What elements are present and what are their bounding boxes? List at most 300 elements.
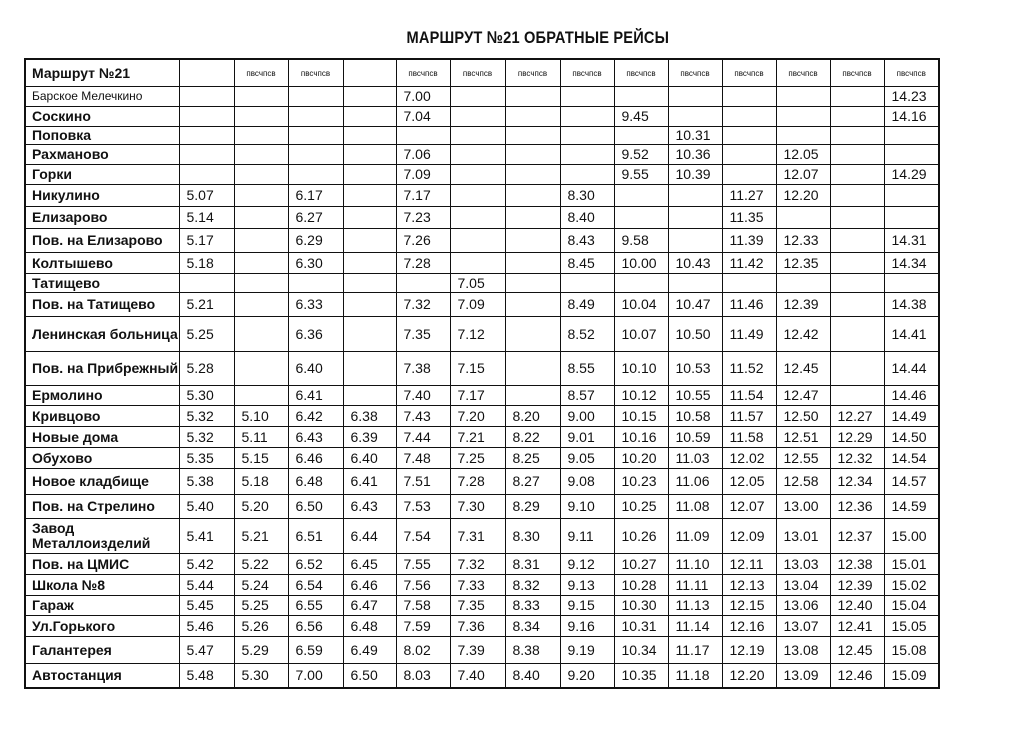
days-of-week-cell: пвсчпсв bbox=[776, 59, 830, 87]
stop-name: Барское Мелечкино bbox=[25, 87, 179, 107]
departure-time: 10.53 bbox=[668, 352, 722, 386]
departure-time: 12.20 bbox=[722, 664, 776, 688]
departure-time: 12.15 bbox=[722, 596, 776, 616]
departure-time: 7.09 bbox=[450, 293, 505, 317]
departure-time: 6.38 bbox=[343, 406, 396, 427]
departure-time bbox=[505, 293, 560, 317]
departure-time: 5.32 bbox=[179, 406, 234, 427]
departure-time bbox=[234, 352, 288, 386]
departure-time: 15.00 bbox=[884, 519, 939, 554]
departure-time: 10.36 bbox=[668, 145, 722, 165]
departure-time: 5.20 bbox=[234, 495, 288, 519]
departure-time: 13.06 bbox=[776, 596, 830, 616]
departure-time: 14.59 bbox=[884, 495, 939, 519]
departure-time: 12.05 bbox=[776, 145, 830, 165]
departure-time bbox=[343, 165, 396, 185]
departure-time: 10.25 bbox=[614, 495, 668, 519]
table-row bbox=[25, 185, 939, 207]
departure-time: 12.35 bbox=[776, 253, 830, 274]
table-row bbox=[25, 406, 939, 427]
departure-time: 9.13 bbox=[560, 575, 614, 596]
departure-time: 12.05 bbox=[722, 469, 776, 495]
stop-name: Новое кладбище bbox=[25, 469, 179, 495]
departure-time bbox=[234, 386, 288, 406]
departure-time bbox=[830, 274, 884, 293]
stop-name: Пов. на Татищево bbox=[25, 293, 179, 317]
stop-name: Новые дома bbox=[25, 427, 179, 448]
table-row bbox=[25, 519, 939, 554]
departure-time bbox=[722, 87, 776, 107]
departure-time: 12.55 bbox=[776, 448, 830, 469]
departure-time: 6.59 bbox=[288, 637, 343, 664]
departure-time: 5.40 bbox=[179, 495, 234, 519]
departure-time bbox=[884, 185, 939, 207]
departure-time: 7.21 bbox=[450, 427, 505, 448]
departure-time: 5.15 bbox=[234, 448, 288, 469]
departure-time: 11.42 bbox=[722, 253, 776, 274]
departure-time bbox=[830, 229, 884, 253]
departure-time bbox=[884, 145, 939, 165]
departure-time: 14.16 bbox=[884, 107, 939, 127]
departure-time: 11.27 bbox=[722, 185, 776, 207]
days-of-week-cell: пвсчпсв bbox=[668, 59, 722, 87]
departure-time: 12.07 bbox=[776, 165, 830, 185]
departure-time: 5.24 bbox=[234, 575, 288, 596]
table-row bbox=[25, 87, 939, 107]
days-of-week-cell: пвсчпсв bbox=[614, 59, 668, 87]
departure-time: 6.51 bbox=[288, 519, 343, 554]
departure-time: 10.15 bbox=[614, 406, 668, 427]
stop-name: Ермолино bbox=[25, 386, 179, 406]
departure-time: 6.36 bbox=[288, 317, 343, 352]
departure-time: 12.13 bbox=[722, 575, 776, 596]
table-row bbox=[25, 427, 939, 448]
departure-time: 5.07 bbox=[179, 185, 234, 207]
departure-time: 7.04 bbox=[396, 107, 450, 127]
departure-time bbox=[505, 87, 560, 107]
departure-time: 8.55 bbox=[560, 352, 614, 386]
departure-time: 5.10 bbox=[234, 406, 288, 427]
departure-time: 7.55 bbox=[396, 554, 450, 575]
departure-time: 12.16 bbox=[722, 616, 776, 637]
departure-time: 11.58 bbox=[722, 427, 776, 448]
departure-time: 9.52 bbox=[614, 145, 668, 165]
departure-time bbox=[343, 185, 396, 207]
departure-time: 15.02 bbox=[884, 575, 939, 596]
departure-time bbox=[830, 352, 884, 386]
departure-time bbox=[668, 229, 722, 253]
table-row bbox=[25, 253, 939, 274]
departure-time: 8.29 bbox=[505, 495, 560, 519]
departure-time bbox=[505, 253, 560, 274]
departure-time: 9.16 bbox=[560, 616, 614, 637]
departure-time: 6.46 bbox=[288, 448, 343, 469]
departure-time bbox=[234, 165, 288, 185]
departure-time: 9.01 bbox=[560, 427, 614, 448]
departure-time: 5.29 bbox=[234, 637, 288, 664]
table-row bbox=[25, 352, 939, 386]
table-row bbox=[25, 293, 939, 317]
departure-time: 9.10 bbox=[560, 495, 614, 519]
departure-time bbox=[614, 185, 668, 207]
departure-time bbox=[505, 145, 560, 165]
stop-name: Горки bbox=[25, 165, 179, 185]
departure-time bbox=[234, 293, 288, 317]
departure-time: 7.28 bbox=[396, 253, 450, 274]
departure-time: 12.09 bbox=[722, 519, 776, 554]
departure-time: 8.40 bbox=[560, 207, 614, 229]
departure-time bbox=[722, 274, 776, 293]
departure-time bbox=[179, 127, 234, 145]
departure-time: 5.18 bbox=[234, 469, 288, 495]
departure-time bbox=[234, 207, 288, 229]
departure-time: 12.40 bbox=[830, 596, 884, 616]
departure-time bbox=[450, 207, 505, 229]
departure-time: 11.57 bbox=[722, 406, 776, 427]
departure-time: 9.12 bbox=[560, 554, 614, 575]
departure-time: 10.43 bbox=[668, 253, 722, 274]
departure-time: 8.49 bbox=[560, 293, 614, 317]
departure-time: 10.55 bbox=[668, 386, 722, 406]
departure-time bbox=[343, 127, 396, 145]
departure-time: 13.07 bbox=[776, 616, 830, 637]
departure-time bbox=[668, 185, 722, 207]
departure-time: 12.33 bbox=[776, 229, 830, 253]
departure-time: 14.29 bbox=[884, 165, 939, 185]
departure-time: 12.41 bbox=[830, 616, 884, 637]
days-of-week-cell: пвсчпсв bbox=[288, 59, 343, 87]
stop-name: Пов. на Прибрежный bbox=[25, 352, 179, 386]
departure-time: 7.53 bbox=[396, 495, 450, 519]
departure-time: 7.28 bbox=[450, 469, 505, 495]
departure-time: 10.50 bbox=[668, 317, 722, 352]
departure-time: 7.20 bbox=[450, 406, 505, 427]
departure-time: 8.25 bbox=[505, 448, 560, 469]
departure-time: 9.05 bbox=[560, 448, 614, 469]
departure-time bbox=[560, 127, 614, 145]
departure-time: 5.14 bbox=[179, 207, 234, 229]
departure-time: 6.49 bbox=[343, 637, 396, 664]
departure-time: 8.32 bbox=[505, 575, 560, 596]
table-row bbox=[25, 317, 939, 352]
departure-time: 7.06 bbox=[396, 145, 450, 165]
departure-time: 12.27 bbox=[830, 406, 884, 427]
departure-time: 9.00 bbox=[560, 406, 614, 427]
departure-time: 10.58 bbox=[668, 406, 722, 427]
departure-time: 5.28 bbox=[179, 352, 234, 386]
departure-time bbox=[776, 207, 830, 229]
departure-time: 11.06 bbox=[668, 469, 722, 495]
departure-time bbox=[343, 87, 396, 107]
departure-time: 9.55 bbox=[614, 165, 668, 185]
departure-time bbox=[668, 274, 722, 293]
departure-time: 5.35 bbox=[179, 448, 234, 469]
departure-time: 9.45 bbox=[614, 107, 668, 127]
departure-time bbox=[505, 229, 560, 253]
stop-name: Пов. на Стрелино bbox=[25, 495, 179, 519]
departure-time: 11.08 bbox=[668, 495, 722, 519]
departure-time: 12.07 bbox=[722, 495, 776, 519]
days-of-week-cell bbox=[343, 59, 396, 87]
departure-time: 13.09 bbox=[776, 664, 830, 688]
departure-time bbox=[830, 293, 884, 317]
departure-time: 6.39 bbox=[343, 427, 396, 448]
table-row bbox=[25, 664, 939, 688]
departure-time: 6.45 bbox=[343, 554, 396, 575]
departure-time: 7.30 bbox=[450, 495, 505, 519]
table-row bbox=[25, 469, 939, 495]
departure-time bbox=[830, 185, 884, 207]
departure-time bbox=[830, 145, 884, 165]
stop-name: Рахманово bbox=[25, 145, 179, 165]
departure-time: 7.32 bbox=[396, 293, 450, 317]
departure-time bbox=[560, 107, 614, 127]
departure-time bbox=[560, 87, 614, 107]
departure-time: 11.39 bbox=[722, 229, 776, 253]
departure-time bbox=[505, 317, 560, 352]
days-of-week-cell: пвсчпсв bbox=[505, 59, 560, 87]
departure-time: 11.49 bbox=[722, 317, 776, 352]
table-row bbox=[25, 554, 939, 575]
departure-time: 7.40 bbox=[396, 386, 450, 406]
departure-time: 10.59 bbox=[668, 427, 722, 448]
departure-time: 6.41 bbox=[343, 469, 396, 495]
departure-time bbox=[450, 145, 505, 165]
days-of-week-cell bbox=[179, 59, 234, 87]
departure-time bbox=[234, 229, 288, 253]
departure-time: 8.30 bbox=[560, 185, 614, 207]
departure-time: 6.27 bbox=[288, 207, 343, 229]
departure-time: 10.20 bbox=[614, 448, 668, 469]
departure-time: 8.52 bbox=[560, 317, 614, 352]
departure-time: 6.55 bbox=[288, 596, 343, 616]
departure-time bbox=[776, 87, 830, 107]
departure-time: 7.32 bbox=[450, 554, 505, 575]
departure-time bbox=[830, 165, 884, 185]
departure-time: 7.23 bbox=[396, 207, 450, 229]
departure-time: 10.26 bbox=[614, 519, 668, 554]
departure-time: 12.36 bbox=[830, 495, 884, 519]
table-row bbox=[25, 616, 939, 637]
table-row bbox=[25, 448, 939, 469]
departure-time: 6.52 bbox=[288, 554, 343, 575]
departure-time bbox=[560, 145, 614, 165]
departure-time bbox=[560, 274, 614, 293]
departure-time: 14.46 bbox=[884, 386, 939, 406]
departure-time: 8.30 bbox=[505, 519, 560, 554]
departure-time bbox=[234, 145, 288, 165]
table-row bbox=[25, 386, 939, 406]
table-row bbox=[25, 207, 939, 229]
stop-name: Пов. на ЦМИС bbox=[25, 554, 179, 575]
departure-time: 7.51 bbox=[396, 469, 450, 495]
departure-time: 7.26 bbox=[396, 229, 450, 253]
departure-time: 7.12 bbox=[450, 317, 505, 352]
departure-time: 15.01 bbox=[884, 554, 939, 575]
departure-time: 6.30 bbox=[288, 253, 343, 274]
departure-time: 7.43 bbox=[396, 406, 450, 427]
departure-time: 7.35 bbox=[450, 596, 505, 616]
departure-time bbox=[722, 165, 776, 185]
stop-name: Ул.Горького bbox=[25, 616, 179, 637]
departure-time bbox=[343, 274, 396, 293]
departure-time: 5.44 bbox=[179, 575, 234, 596]
departure-time: 6.40 bbox=[288, 352, 343, 386]
departure-time: 12.38 bbox=[830, 554, 884, 575]
departure-time: 15.09 bbox=[884, 664, 939, 688]
departure-time: 10.07 bbox=[614, 317, 668, 352]
stop-name: Школа №8 bbox=[25, 575, 179, 596]
departure-time: 8.03 bbox=[396, 664, 450, 688]
days-of-week-cell: пвсчпсв bbox=[450, 59, 505, 87]
departure-time bbox=[234, 107, 288, 127]
departure-time bbox=[505, 207, 560, 229]
departure-time: 12.37 bbox=[830, 519, 884, 554]
departure-time: 11.17 bbox=[668, 637, 722, 664]
departure-time bbox=[776, 127, 830, 145]
stop-name: Автостанция bbox=[25, 664, 179, 688]
departure-time: 11.18 bbox=[668, 664, 722, 688]
departure-time bbox=[776, 107, 830, 127]
table-row bbox=[25, 274, 939, 293]
departure-time: 8.33 bbox=[505, 596, 560, 616]
departure-time: 6.44 bbox=[343, 519, 396, 554]
departure-time: 6.50 bbox=[343, 664, 396, 688]
departure-time: 13.00 bbox=[776, 495, 830, 519]
stop-name: Галантерея bbox=[25, 637, 179, 664]
departure-time bbox=[343, 386, 396, 406]
departure-time: 8.02 bbox=[396, 637, 450, 664]
departure-time bbox=[884, 207, 939, 229]
departure-time bbox=[668, 87, 722, 107]
departure-time: 10.31 bbox=[668, 127, 722, 145]
departure-time bbox=[343, 207, 396, 229]
departure-time: 12.46 bbox=[830, 664, 884, 688]
departure-time: 5.41 bbox=[179, 519, 234, 554]
departure-time: 11.46 bbox=[722, 293, 776, 317]
departure-time: 10.16 bbox=[614, 427, 668, 448]
departure-time: 7.17 bbox=[450, 386, 505, 406]
departure-time bbox=[505, 107, 560, 127]
departure-time: 7.59 bbox=[396, 616, 450, 637]
stop-name: Поповка bbox=[25, 127, 179, 145]
departure-time bbox=[288, 274, 343, 293]
stop-name: Татищево bbox=[25, 274, 179, 293]
departure-time bbox=[288, 165, 343, 185]
departure-time bbox=[234, 274, 288, 293]
departure-time bbox=[179, 165, 234, 185]
departure-time bbox=[288, 127, 343, 145]
departure-time: 12.45 bbox=[830, 637, 884, 664]
departure-time bbox=[343, 107, 396, 127]
stop-name: Елизарово bbox=[25, 207, 179, 229]
departure-time: 9.08 bbox=[560, 469, 614, 495]
departure-time: 5.30 bbox=[179, 386, 234, 406]
departure-time: 12.20 bbox=[776, 185, 830, 207]
days-of-week-cell: пвсчпсв bbox=[722, 59, 776, 87]
departure-time: 10.39 bbox=[668, 165, 722, 185]
departure-time: 6.48 bbox=[288, 469, 343, 495]
departure-time: 12.11 bbox=[722, 554, 776, 575]
departure-time: 7.39 bbox=[450, 637, 505, 664]
departure-time bbox=[830, 127, 884, 145]
departure-time bbox=[179, 87, 234, 107]
table-row bbox=[25, 495, 939, 519]
departure-time bbox=[668, 107, 722, 127]
departure-time: 11.13 bbox=[668, 596, 722, 616]
table-row bbox=[25, 575, 939, 596]
departure-time bbox=[450, 185, 505, 207]
departure-time bbox=[614, 207, 668, 229]
departure-time: 10.31 bbox=[614, 616, 668, 637]
departure-time bbox=[505, 386, 560, 406]
departure-time: 6.29 bbox=[288, 229, 343, 253]
departure-time bbox=[830, 386, 884, 406]
departure-time: 14.49 bbox=[884, 406, 939, 427]
departure-time bbox=[234, 253, 288, 274]
departure-time: 11.11 bbox=[668, 575, 722, 596]
departure-time bbox=[234, 185, 288, 207]
departure-time: 6.33 bbox=[288, 293, 343, 317]
departure-time: 13.03 bbox=[776, 554, 830, 575]
departure-time bbox=[288, 107, 343, 127]
departure-time: 6.40 bbox=[343, 448, 396, 469]
departure-time bbox=[884, 274, 939, 293]
departure-time: 5.22 bbox=[234, 554, 288, 575]
departure-time: 6.41 bbox=[288, 386, 343, 406]
departure-time bbox=[505, 352, 560, 386]
departure-time: 5.42 bbox=[179, 554, 234, 575]
departure-time bbox=[450, 165, 505, 185]
departure-time: 7.40 bbox=[450, 664, 505, 688]
departure-time: 10.27 bbox=[614, 554, 668, 575]
departure-time bbox=[288, 87, 343, 107]
departure-time: 14.57 bbox=[884, 469, 939, 495]
departure-time: 12.02 bbox=[722, 448, 776, 469]
departure-time bbox=[343, 317, 396, 352]
stop-name: Гараж bbox=[25, 596, 179, 616]
departure-time: 10.00 bbox=[614, 253, 668, 274]
departure-time: 7.36 bbox=[450, 616, 505, 637]
departure-time: 6.46 bbox=[343, 575, 396, 596]
departure-time: 12.42 bbox=[776, 317, 830, 352]
departure-time: 11.54 bbox=[722, 386, 776, 406]
departure-time bbox=[343, 145, 396, 165]
days-of-week-cell: пвсчпсв bbox=[884, 59, 939, 87]
departure-time: 6.17 bbox=[288, 185, 343, 207]
departure-time: 8.31 bbox=[505, 554, 560, 575]
stop-name: Никулино bbox=[25, 185, 179, 207]
departure-time bbox=[505, 185, 560, 207]
departure-time bbox=[830, 317, 884, 352]
departure-time bbox=[234, 87, 288, 107]
route-header: Маршрут №21 bbox=[25, 59, 179, 87]
departure-time bbox=[505, 127, 560, 145]
departure-time: 5.25 bbox=[234, 596, 288, 616]
departure-time: 14.44 bbox=[884, 352, 939, 386]
departure-time bbox=[830, 253, 884, 274]
departure-time: 8.45 bbox=[560, 253, 614, 274]
departure-time: 13.04 bbox=[776, 575, 830, 596]
departure-time bbox=[343, 293, 396, 317]
days-of-week-cell: пвсчпсв bbox=[396, 59, 450, 87]
departure-time bbox=[830, 207, 884, 229]
departure-time bbox=[343, 253, 396, 274]
departure-time bbox=[830, 87, 884, 107]
departure-time: 14.38 bbox=[884, 293, 939, 317]
departure-time: 12.50 bbox=[776, 406, 830, 427]
departure-time bbox=[179, 274, 234, 293]
